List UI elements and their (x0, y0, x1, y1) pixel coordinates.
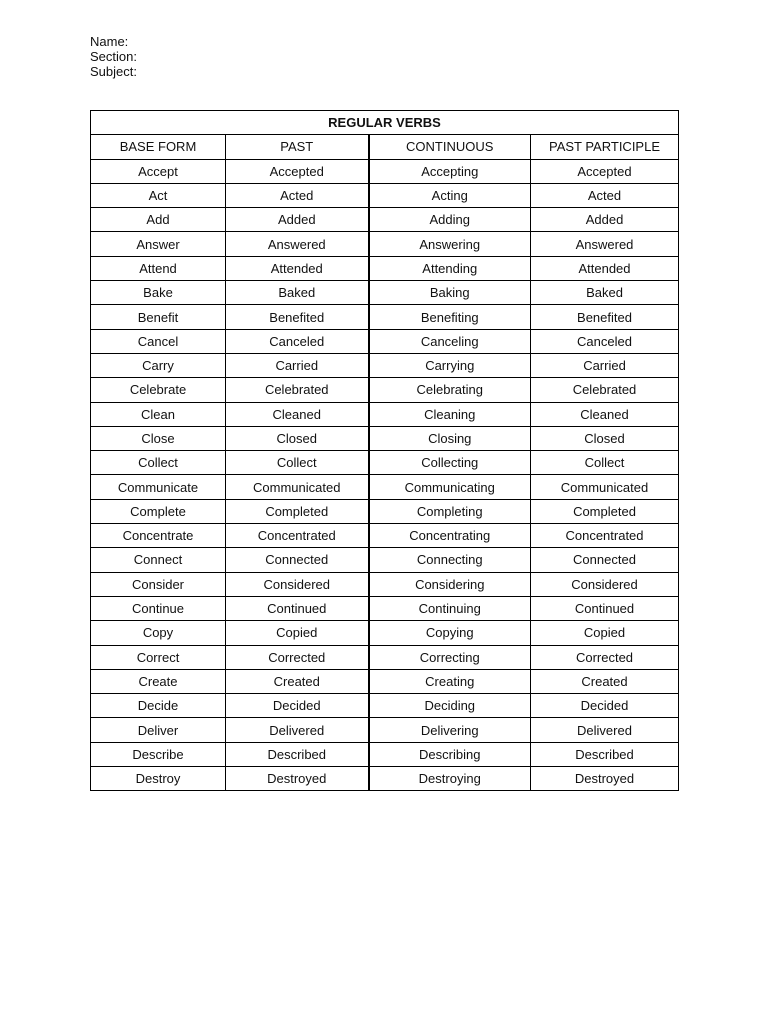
cell-past-participle: Described (531, 742, 679, 766)
cell-base-form: Concentrate (91, 524, 226, 548)
cell-continuous: Concentrating (369, 524, 531, 548)
cell-continuous: Creating (369, 669, 531, 693)
cell-past-participle: Considered (531, 572, 679, 596)
cell-past: Delivered (226, 718, 369, 742)
cell-continuous: Delivering (369, 718, 531, 742)
cell-past-participle: Acted (531, 183, 679, 207)
table-row (91, 499, 679, 523)
cell-past-participle: Concentrated (531, 524, 679, 548)
cell-base-form: Bake (91, 281, 226, 305)
cell-past: Carried (226, 353, 369, 377)
cell-base-form: Accept (91, 159, 226, 183)
table-row (91, 378, 679, 402)
cell-base-form: Connect (91, 548, 226, 572)
table-row (91, 524, 679, 548)
table-row (91, 305, 679, 329)
cell-past-participle: Corrected (531, 645, 679, 669)
cell-past: Considered (226, 572, 369, 596)
column-header-past-participle: PAST PARTICIPLE (531, 135, 679, 159)
table-row (91, 353, 679, 377)
cell-base-form: Destroy (91, 767, 226, 791)
cell-continuous: Canceling (369, 329, 531, 353)
cell-continuous: Answering (369, 232, 531, 256)
cell-past-participle: Benefited (531, 305, 679, 329)
cell-past-participle: Created (531, 669, 679, 693)
cell-base-form: Correct (91, 645, 226, 669)
cell-continuous: Connecting (369, 548, 531, 572)
table-row (91, 669, 679, 693)
subject-label: Subject: (90, 64, 137, 79)
cell-past-participle: Connected (531, 548, 679, 572)
cell-base-form: Attend (91, 256, 226, 280)
cell-past: Corrected (226, 645, 369, 669)
cell-continuous: Adding (369, 208, 531, 232)
cell-base-form: Deliver (91, 718, 226, 742)
cell-continuous: Carrying (369, 353, 531, 377)
cell-past: Destroyed (226, 767, 369, 791)
cell-past-participle: Accepted (531, 159, 679, 183)
cell-base-form: Consider (91, 572, 226, 596)
cell-past: Canceled (226, 329, 369, 353)
cell-base-form: Celebrate (91, 378, 226, 402)
cell-past-participle: Closed (531, 426, 679, 450)
section-label: Section: (90, 49, 137, 64)
cell-base-form: Clean (91, 402, 226, 426)
cell-base-form: Complete (91, 499, 226, 523)
cell-base-form: Communicate (91, 475, 226, 499)
table-row (91, 596, 679, 620)
cell-past-participle: Cleaned (531, 402, 679, 426)
cell-continuous: Attending (369, 256, 531, 280)
cell-past: Cleaned (226, 402, 369, 426)
cell-past-participle: Celebrated (531, 378, 679, 402)
cell-past-participle: Completed (531, 499, 679, 523)
cell-continuous: Destroying (369, 767, 531, 791)
table-row (91, 159, 679, 183)
cell-past: Answered (226, 232, 369, 256)
cell-base-form: Close (91, 426, 226, 450)
cell-past: Acted (226, 183, 369, 207)
cell-past: Added (226, 208, 369, 232)
table-row (91, 645, 679, 669)
cell-past: Continued (226, 596, 369, 620)
cell-base-form: Act (91, 183, 226, 207)
cell-past: Created (226, 669, 369, 693)
cell-past-participle: Added (531, 208, 679, 232)
table-row (91, 451, 679, 475)
cell-base-form: Carry (91, 353, 226, 377)
column-header-row (91, 135, 679, 159)
table-row (91, 548, 679, 572)
cell-continuous: Accepting (369, 159, 531, 183)
table-row (91, 767, 679, 791)
cell-past: Accepted (226, 159, 369, 183)
cell-past: Decided (226, 694, 369, 718)
cell-past-participle: Communicated (531, 475, 679, 499)
cell-past: Copied (226, 621, 369, 645)
cell-past-participle: Continued (531, 596, 679, 620)
cell-continuous: Closing (369, 426, 531, 450)
cell-past-participle: Canceled (531, 329, 679, 353)
table-row (91, 208, 679, 232)
table-row (91, 572, 679, 596)
cell-continuous: Benefiting (369, 305, 531, 329)
table-title: REGULAR VERBS (91, 111, 679, 135)
cell-continuous: Baking (369, 281, 531, 305)
cell-continuous: Acting (369, 183, 531, 207)
cell-base-form: Copy (91, 621, 226, 645)
cell-continuous: Continuing (369, 596, 531, 620)
cell-past: Collect (226, 451, 369, 475)
cell-past-participle: Copied (531, 621, 679, 645)
table-row (91, 621, 679, 645)
cell-past: Communicated (226, 475, 369, 499)
table-row (91, 281, 679, 305)
cell-base-form: Collect (91, 451, 226, 475)
cell-past: Celebrated (226, 378, 369, 402)
regular-verbs-table (90, 110, 679, 791)
cell-base-form: Describe (91, 742, 226, 766)
table-row (91, 183, 679, 207)
cell-past: Completed (226, 499, 369, 523)
table-row (91, 426, 679, 450)
table-title-row (91, 111, 679, 135)
student-info-fields (90, 34, 137, 79)
cell-continuous: Completing (369, 499, 531, 523)
cell-continuous: Correcting (369, 645, 531, 669)
column-header-continuous: CONTINUOUS (369, 135, 531, 159)
cell-base-form: Add (91, 208, 226, 232)
cell-continuous: Deciding (369, 694, 531, 718)
cell-base-form: Benefit (91, 305, 226, 329)
table-row (91, 256, 679, 280)
cell-past-participle: Collect (531, 451, 679, 475)
cell-base-form: Cancel (91, 329, 226, 353)
table-row (91, 402, 679, 426)
cell-past-participle: Answered (531, 232, 679, 256)
cell-continuous: Cleaning (369, 402, 531, 426)
table-row (91, 232, 679, 256)
cell-past-participle: Delivered (531, 718, 679, 742)
column-header-past: PAST (226, 135, 369, 159)
cell-past-participle: Carried (531, 353, 679, 377)
cell-past-participle: Destroyed (531, 767, 679, 791)
cell-base-form: Answer (91, 232, 226, 256)
table-row (91, 742, 679, 766)
cell-past-participle: Baked (531, 281, 679, 305)
cell-past: Benefited (226, 305, 369, 329)
table-row (91, 694, 679, 718)
column-header-base-form: BASE FORM (91, 135, 226, 159)
cell-past: Baked (226, 281, 369, 305)
cell-base-form: Decide (91, 694, 226, 718)
cell-past: Attended (226, 256, 369, 280)
cell-continuous: Considering (369, 572, 531, 596)
cell-continuous: Collecting (369, 451, 531, 475)
cell-continuous: Copying (369, 621, 531, 645)
cell-past-participle: Decided (531, 694, 679, 718)
cell-continuous: Describing (369, 742, 531, 766)
cell-continuous: Celebrating (369, 378, 531, 402)
cell-base-form: Create (91, 669, 226, 693)
table-row (91, 329, 679, 353)
cell-past: Described (226, 742, 369, 766)
table-row (91, 475, 679, 499)
verb-rows (91, 159, 679, 791)
cell-continuous: Communicating (369, 475, 531, 499)
name-label: Name: (90, 34, 129, 49)
table-row (91, 718, 679, 742)
cell-past: Connected (226, 548, 369, 572)
cell-base-form: Continue (91, 596, 226, 620)
cell-past-participle: Attended (531, 256, 679, 280)
cell-past: Concentrated (226, 524, 369, 548)
cell-past: Closed (226, 426, 369, 450)
